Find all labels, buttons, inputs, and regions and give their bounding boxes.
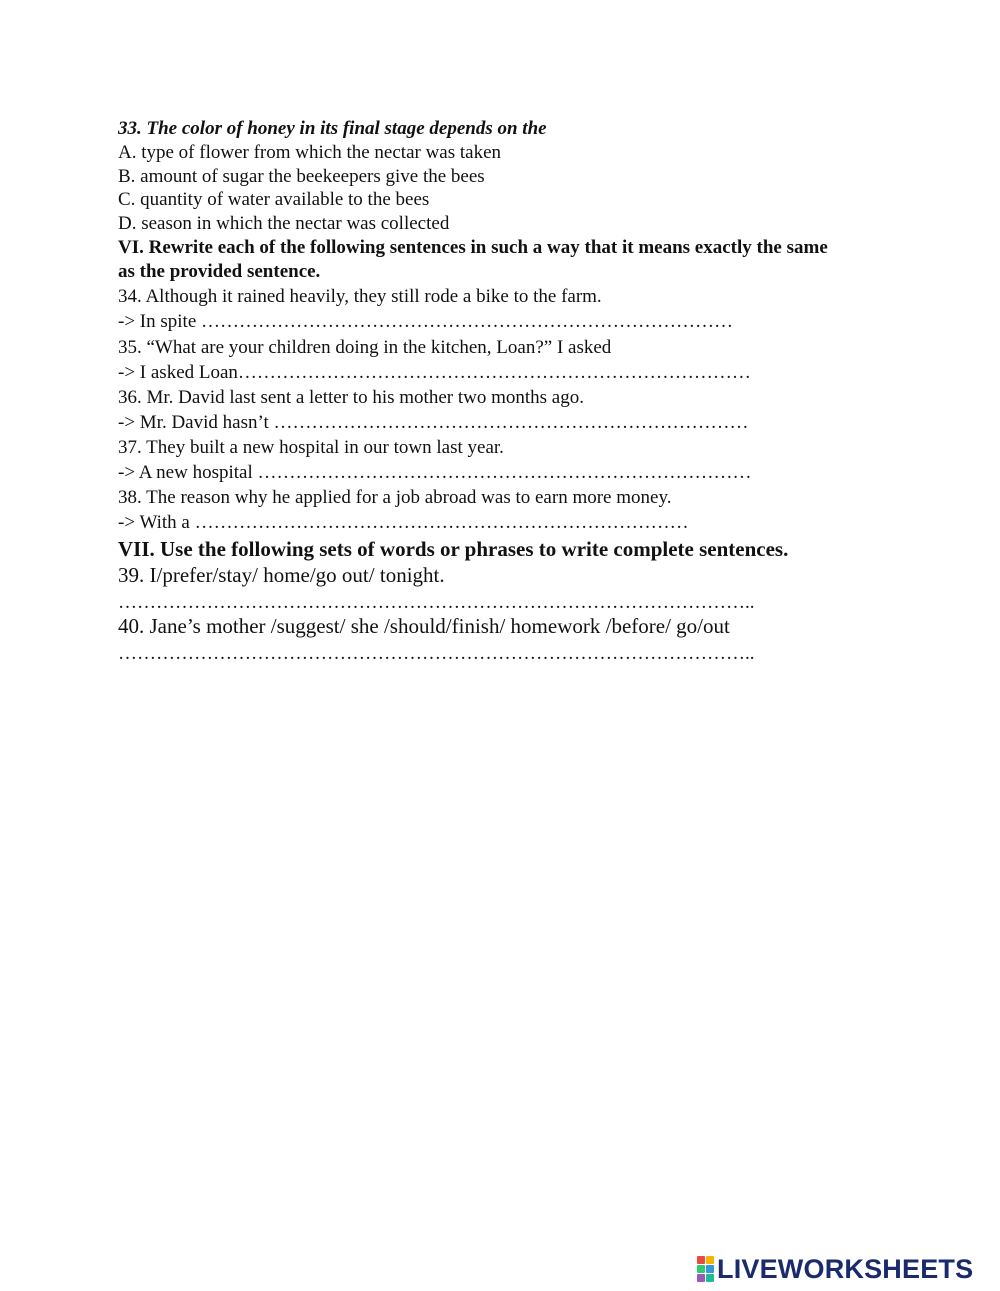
question-36-answer-line[interactable]: -> Mr. David hasn’t ………………………………………………………………… xyxy=(118,412,749,433)
logo-tile-4 xyxy=(706,1265,714,1273)
logo-tile-1 xyxy=(697,1256,705,1264)
logo-tile-2 xyxy=(706,1256,714,1264)
question-34-answer-line[interactable]: -> In spite ………………………………………………………………………… xyxy=(118,311,734,332)
question-36-prompt: 36. Mr. David last sent a letter to his mother two months ago. xyxy=(118,387,584,408)
liveworksheets-logo xyxy=(697,1254,993,1284)
section-6-heading-line-2: as the provided sentence. xyxy=(118,261,321,282)
question-39-prompt: 39. I/prefer/stay/ home/go out/ tonight. xyxy=(118,563,445,587)
question-37-answer-line[interactable]: -> A new hospital …………………………………………………………………… xyxy=(118,462,752,483)
logo-tile-5 xyxy=(697,1274,705,1282)
question-33-option-d: D. season in which the nectar was collected xyxy=(118,213,450,234)
question-38-answer-line[interactable]: -> With a …………………………………………………………………… xyxy=(118,512,689,533)
section-6-heading-line-1: VI. Rewrite each of the following sentences in such a way that it means exactly the same xyxy=(118,237,828,258)
question-33-option-a: A. type of flower from which the nectar was taken xyxy=(118,142,502,163)
question-37-prompt: 37. They built a new hospital in our town last year. xyxy=(118,437,504,458)
logo-tile-6 xyxy=(706,1274,714,1282)
question-39-answer-line[interactable]: ……………………………………………………………………………………….. xyxy=(118,592,755,613)
liveworksheets-logo-text: LIVEWORKSHEETS xyxy=(717,1253,974,1284)
question-35-prompt: 35. “What are your children doing in the kitchen, Loan?” I asked xyxy=(118,337,612,358)
question-33-stem: 33. The color of honey in its final stage depends on the xyxy=(118,118,547,139)
question-33-option-b: B. amount of sugar the beekeepers give the bees xyxy=(118,166,485,187)
question-38-prompt: 38. The reason why he applied for a job abroad was to earn more money. xyxy=(118,487,672,508)
question-34-prompt: 34. Although it rained heavily, they still rode a bike to the farm. xyxy=(118,286,602,307)
liveworksheets-logo-icon xyxy=(697,1256,714,1282)
question-33-option-c: C. quantity of water available to the bees xyxy=(118,189,430,210)
question-35-answer-line[interactable]: -> I asked Loan……………………………………………………………………… xyxy=(118,362,751,383)
logo-tile-3 xyxy=(697,1265,705,1273)
question-40-answer-line[interactable]: ……………………………………………………………………………………….. xyxy=(118,643,755,664)
question-40-prompt: 40. Jane’s mother /suggest/ she /should/finish/ homework /before/ go/out xyxy=(118,614,730,638)
section-7-heading: VII. Use the following sets of words or phrases to write complete sentences. xyxy=(118,537,789,561)
